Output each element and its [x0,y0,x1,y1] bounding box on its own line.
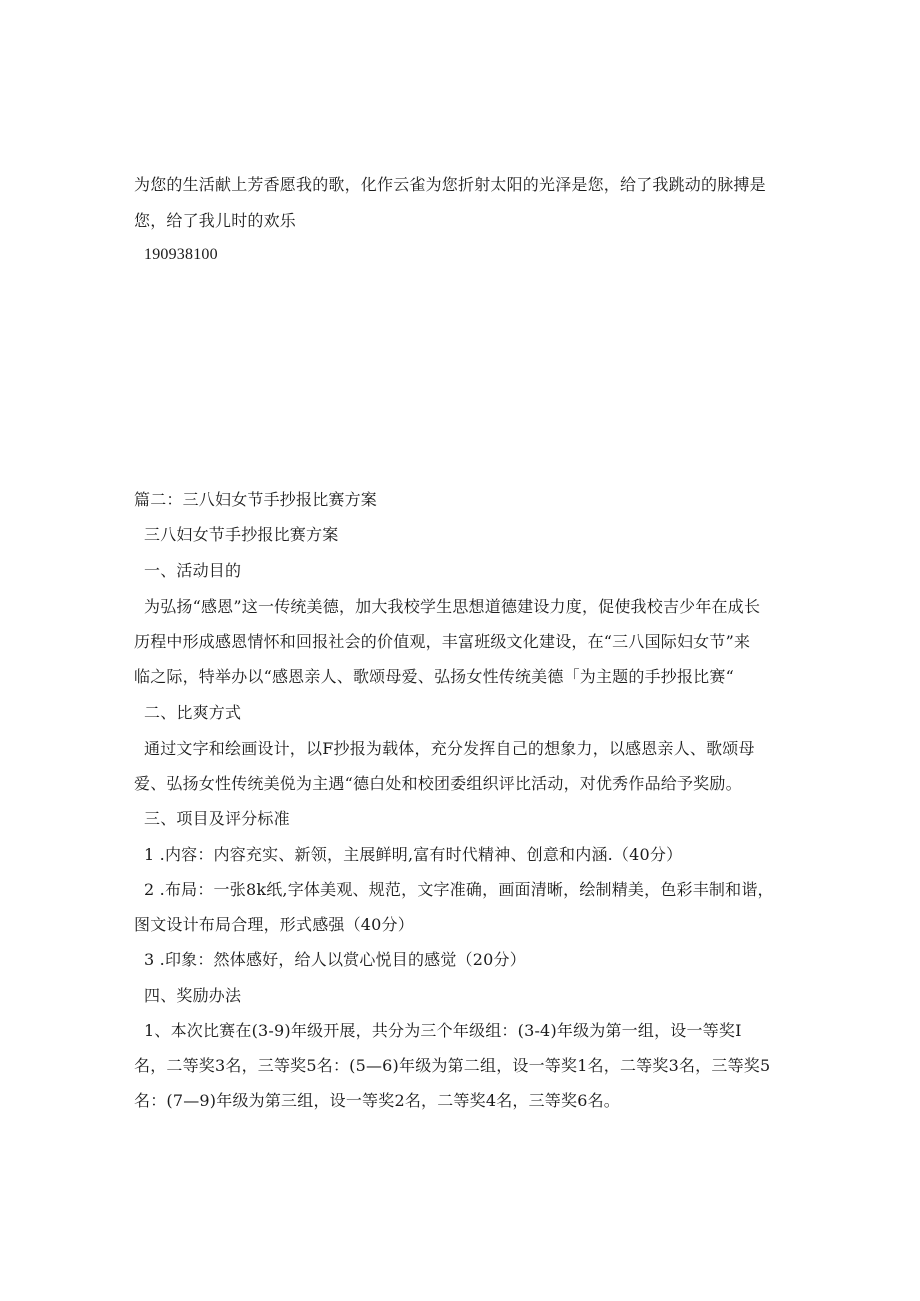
part3-item-3: 3 .印象：然体感好，给人以赏心悦目的感觉（20分） [144,950,526,969]
part1-line: 历程中形成感恩情怀和回报社会的价值观，丰富班级文化建设，在“三八国际妇女节”来 [134,632,751,651]
section-title: 三八妇女节手抄报比赛方案 [144,525,339,544]
part4-heading: 四、奖励办法 [144,986,242,1005]
section-heading: 篇二：三八妇女节手抄报比赛方案 [134,490,378,509]
part1-line: 为弘扬“感恩”这一传统美德，加大我校学生思想道德建设力度，促使我校吉少年在成长 [144,597,761,616]
part4-line: 1、本次比赛在(3-9)年级开展，共分为三个年级组：(3-4)年级为第一组，设一等奖I [144,1021,742,1040]
part1-heading: 一、活动目的 [144,561,242,580]
part3-item-2: 2 .布局：一张8k纸,字体美观、规范，文字准确，画面清晰，绘制精美，色彩丰制和谐， [144,880,774,899]
part4-line: 名，二等奖3名，三等奖5名：(5—6)年级为第二组，设一等奖1名，二等奖3名，三等奖5 [134,1056,771,1075]
intro-line-2: 您，给了我儿时的欢乐 [134,211,297,230]
part4-line: 名：(7—9)年级为第三组，设一等奖2名，二等奖4名，三等奖6名。 [134,1091,620,1110]
part3-heading: 三、项目及评分标准 [144,809,290,828]
part2-heading: 二、比爽方式 [144,703,242,722]
intro-number: 190938100 [144,246,218,263]
part3-item-2-continued: 图文设计布局合理，形式感强（40分） [134,915,414,934]
part2-line: 爱、弘扬女性传统美侻为主遇“德白处和校团委组织评比活动，对优秀作品给予奖励。 [134,774,742,793]
part1-line: 临之际，特举办以“感恩亲人、歌颂母爱、弘扬女性传统美德「为主题的手抄报比赛“ [134,667,734,686]
intro-line-1: 为您的生活献上芳香愿我的歌，化作云雀为您折射太阳的光泽是您，给了我跳动的脉搏是 [134,175,766,194]
part3-item-1: 1 .内容：内容充实、新领，主展鲜明,富有时代精神、创意和内涵.（40分） [144,845,683,864]
part2-line: 通过文字和绘画设计，以F抄报为载体，充分发挥自己的想象力，以感恩亲人、歌颂母 [144,739,755,758]
